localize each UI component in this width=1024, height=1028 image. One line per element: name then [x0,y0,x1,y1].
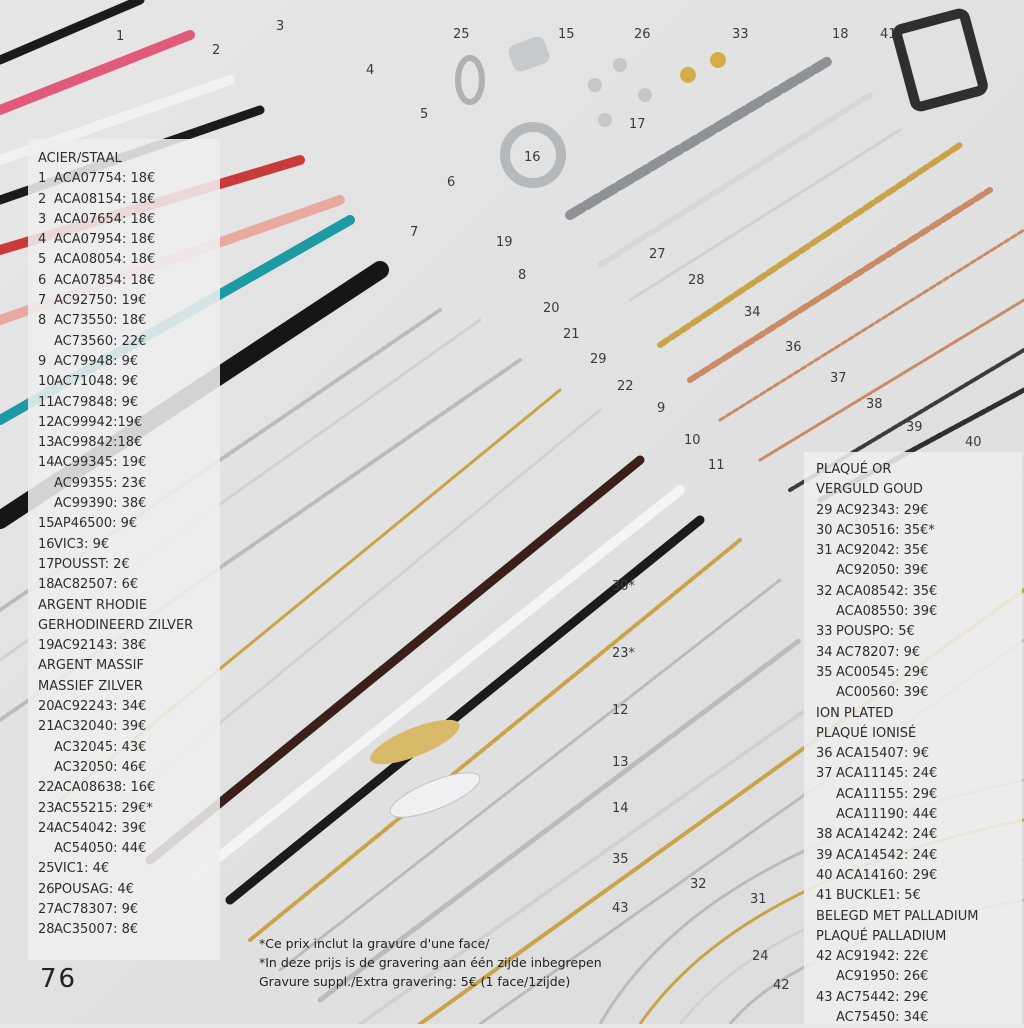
section-heading: PLAQUÉ OR [816,462,892,477]
callout-number: 15 [558,27,575,42]
item-number: 40 [816,867,833,883]
price-item [38,494,220,514]
item-code-price: ACA08542: 35€ [836,583,938,599]
price-item [38,819,220,839]
item-code-price: AC75442: 29€ [836,989,929,1005]
item-number: 15 [38,516,55,532]
price-item [38,372,220,392]
callout-number: 40 [965,435,982,450]
item-number: 13 [38,435,55,451]
price-item [38,230,220,250]
callout-number: 13 [612,755,629,770]
callout-number: 2 [212,43,221,58]
item-code-price: AC91950: 26€ [836,969,929,985]
item-code-price: POUSAG: 4€ [54,881,134,897]
item-code-price: POUSST: 2€ [54,556,130,572]
item-number: 3 [38,211,47,227]
callout-number: 35 [612,852,629,867]
item-code-price: AC99842:18€ [54,435,143,451]
price-item [38,352,220,372]
price-item [816,683,1022,703]
footnote-line: *In deze prijs is de gravering aan één zijde inbegrepen [259,955,602,970]
item-code-price: AC79948: 9€ [54,353,139,369]
callout-number: 19 [496,235,513,250]
callout-number: 21 [563,327,580,342]
item-code-price: AC54042: 39€ [54,820,147,836]
price-item [38,393,220,413]
item-number: 41 [816,888,833,904]
price-item [816,643,1022,663]
callout-number: 34 [744,305,761,320]
item-number: 16 [38,536,55,552]
item-code-price: AC92042: 35€ [836,543,929,559]
item-number: 30 [816,522,833,538]
item-code-price: ACA07654: 18€ [54,211,156,227]
callout-number: 7 [410,225,419,240]
price-item [816,846,1022,866]
item-number: 8 [38,313,47,329]
price-item [38,210,220,230]
price-item [38,169,220,189]
item-code-price: ACA14542: 24€ [836,847,938,863]
price-item [816,541,1022,561]
callout-number: 41 [880,27,897,42]
item-number: 23 [38,800,55,816]
item-code-price: AC75450: 34€ [836,1010,929,1026]
item-code-price: AC55215: 29€* [54,800,153,816]
callout-number: 32 [690,877,707,892]
item-number: 11 [38,394,55,410]
callout-number: 3 [276,19,285,34]
callout-number: 42 [773,978,790,993]
price-list-right-items [804,452,1022,1028]
price-item [816,886,1022,906]
item-code-price: AC00560: 39€ [836,685,929,701]
price-item [816,866,1022,886]
item-number: 22 [38,780,55,796]
callout-number: 30* [612,579,636,594]
callout-number: 36 [785,340,802,355]
item-code-price: AC35007: 8€ [54,922,139,938]
price-item [38,332,220,352]
item-code-price: AC99390: 38€ [54,496,147,512]
price-item [38,839,220,859]
item-number: 34 [816,644,833,660]
callout-number: 37 [830,371,847,386]
price-item [816,967,1022,987]
price-item [816,622,1022,642]
item-number: 33 [816,624,833,640]
price-item [38,697,220,717]
callout-number: 17 [629,117,646,132]
footnote-line: *Ce prix inclut la gravure d'une face/ [259,936,490,951]
callout-number: 24 [752,949,769,964]
price-item [38,291,220,311]
price-item [816,521,1022,541]
item-code-price: AC32050: 46€ [54,759,147,775]
price-item [816,561,1022,581]
price-item [38,758,220,778]
item-code-price: ACA08054: 18€ [54,252,156,268]
item-code-price: AC92050: 39€ [836,563,929,579]
price-item [38,311,220,331]
price-item [816,785,1022,805]
callout-number: 11 [708,458,725,473]
price-item [816,825,1022,845]
section-heading: ARGENT MASSIF [38,658,144,674]
item-code-price: AC00545: 29€ [836,664,929,680]
price-item [816,663,1022,683]
callout-number: 8 [518,268,527,283]
item-code-price: ACA11190: 44€ [836,807,938,823]
item-code-price: AC73560: 22€ [54,333,147,349]
price-item [38,799,220,819]
item-number: 36 [816,746,833,762]
item-code-price: ACA14160: 29€ [836,867,938,883]
price-item [816,764,1022,784]
item-code-price: ACA08638: 16€ [54,780,156,796]
price-item [38,880,220,900]
price-item [38,859,220,879]
price-item [38,413,220,433]
item-number: 19 [38,638,55,654]
price-item [38,453,220,473]
price-item [38,717,220,737]
price-item [816,582,1022,602]
callout-number: 23* [612,646,636,661]
page-number: 76 [40,964,78,994]
callout-number: 43 [612,901,629,916]
callout-number: 39 [906,420,923,435]
price-item [38,535,220,555]
item-code-price: AC99355: 23€ [54,475,147,491]
item-code-price: POUSPO: 5€ [836,624,915,640]
item-code-price: AC99942:19€ [54,414,143,430]
section-heading: ARGENT RHODIE [38,597,148,613]
price-item [816,1008,1022,1028]
item-code-price: AC99345: 19€ [54,455,147,471]
price-item [38,514,220,534]
item-number: 31 [816,543,833,559]
item-number: 26 [38,881,55,897]
callout-number: 14 [612,801,629,816]
item-code-price: AC92750: 19€ [54,293,147,309]
price-item [38,920,220,940]
callout-number: 9 [657,401,666,416]
item-code-price: AC92143: 38€ [54,638,147,654]
item-code-price: AC71048: 9€ [54,374,139,390]
callout-number: 4 [366,63,375,78]
item-number: 14 [38,455,55,471]
item-code-price: VIC1: 4€ [54,861,110,877]
item-number: 4 [38,232,47,248]
item-number: 27 [38,901,55,917]
item-number: 32 [816,583,833,599]
price-item [38,271,220,291]
item-code-price: AC30516: 35€* [836,522,935,538]
price-list-left-items [28,139,220,941]
item-number: 17 [38,556,55,572]
callout-number: 38 [866,397,883,412]
item-code-price: ACA11145: 24€ [836,766,938,782]
item-number: 43 [816,989,833,1005]
item-code-price: AC92243: 34€ [54,699,147,715]
item-code-price: AC82507: 6€ [54,577,139,593]
item-code-price: AC54050: 44€ [54,841,147,857]
item-number: 25 [38,861,55,877]
item-number: 24 [38,820,55,836]
section-heading: GERHODINEERD ZILVER [38,617,194,633]
callout-number: 29 [590,352,607,367]
section-heading: ION PLATED [816,705,894,721]
item-number: 37 [816,766,833,782]
item-code-price: AP46500: 9€ [54,516,138,532]
item-number: 38 [816,827,833,843]
callout-number: 16 [524,150,541,165]
section-heading: MASSIEF ZILVER [38,678,143,694]
callout-number: 27 [649,247,666,262]
price-list-right [804,452,1022,1024]
item-number: 6 [38,272,47,288]
item-code-price: AC92343: 29€ [836,502,929,518]
item-number: 21 [38,719,55,735]
item-number: 42 [816,949,833,965]
item-code-price: VIC3: 9€ [54,536,110,552]
item-code-price: AC32045: 43€ [54,739,147,755]
price-item [38,250,220,270]
callout-number: 25 [453,27,470,42]
section-heading: VERGULD GOUD [816,482,923,498]
item-code-price: ACA11155: 29€ [836,786,938,802]
callout-number: 22 [617,379,634,394]
price-item [38,636,220,656]
item-number: 20 [38,699,55,715]
item-number: 39 [816,847,833,863]
item-code-price: AC32040: 39€ [54,719,147,735]
price-item [38,190,220,210]
price-item [816,947,1022,967]
item-number: 10 [38,374,55,390]
price-item [38,778,220,798]
price-item [38,575,220,595]
price-item [816,988,1022,1008]
price-item [816,805,1022,825]
footnote-line: Gravure suppl./Extra gravering: 5€ (1 face/1zijde) [259,974,571,989]
item-number: 29 [816,502,833,518]
item-number: 7 [38,293,47,309]
item-code-price: AC79848: 9€ [54,394,139,410]
callout-number: 28 [688,273,705,288]
callout-number: 12 [612,703,629,718]
section-heading: ACIER/STAAL [38,151,122,166]
footnote-block [259,934,602,991]
price-item [38,738,220,758]
item-number: 18 [38,577,55,593]
callout-number: 26 [634,27,651,42]
callout-number: 18 [832,27,849,42]
item-number: 5 [38,252,47,268]
section-heading: BELEGD MET PALLADIUM [816,908,979,924]
item-code-price: ACA15407: 9€ [836,746,930,762]
item-code-price: ACA07754: 18€ [54,171,156,187]
item-code-price: ACA08154: 18€ [54,191,156,207]
callout-number: 33 [732,27,749,42]
item-number: 28 [38,922,55,938]
price-item [38,555,220,575]
item-code-price: AC91942: 22€ [836,949,929,965]
callout-number: 5 [420,107,429,122]
section-heading: PLAQUÉ IONISÉ [816,725,917,741]
item-code-price: AC73550: 18€ [54,313,147,329]
item-code-price: BUCKLE1: 5€ [836,888,921,904]
callout-number: 6 [447,175,456,190]
callout-number: 1 [116,29,125,44]
price-item [816,744,1022,764]
item-code-price: ACA14242: 24€ [836,827,938,843]
price-item [816,501,1022,521]
item-number: 35 [816,664,833,680]
price-list-left [28,139,220,960]
item-number: 9 [38,353,47,369]
item-code-price: ACA07854: 18€ [54,272,156,288]
section-heading: PLAQUÉ PALLADIUM [816,928,947,944]
item-code-price: AC78207: 9€ [836,644,921,660]
callout-number: 31 [750,892,767,907]
price-item [38,433,220,453]
item-code-price: ACA07954: 18€ [54,232,156,248]
callout-number: 20 [543,301,560,316]
price-item [38,900,220,920]
item-code-price: ACA08550: 39€ [836,604,938,620]
price-item [38,474,220,494]
item-code-price: AC78307: 9€ [54,901,139,917]
item-number: 12 [38,414,55,430]
callout-number: 10 [684,433,701,448]
price-item [816,602,1022,622]
item-number: 1 [38,171,47,187]
item-number: 2 [38,191,47,207]
